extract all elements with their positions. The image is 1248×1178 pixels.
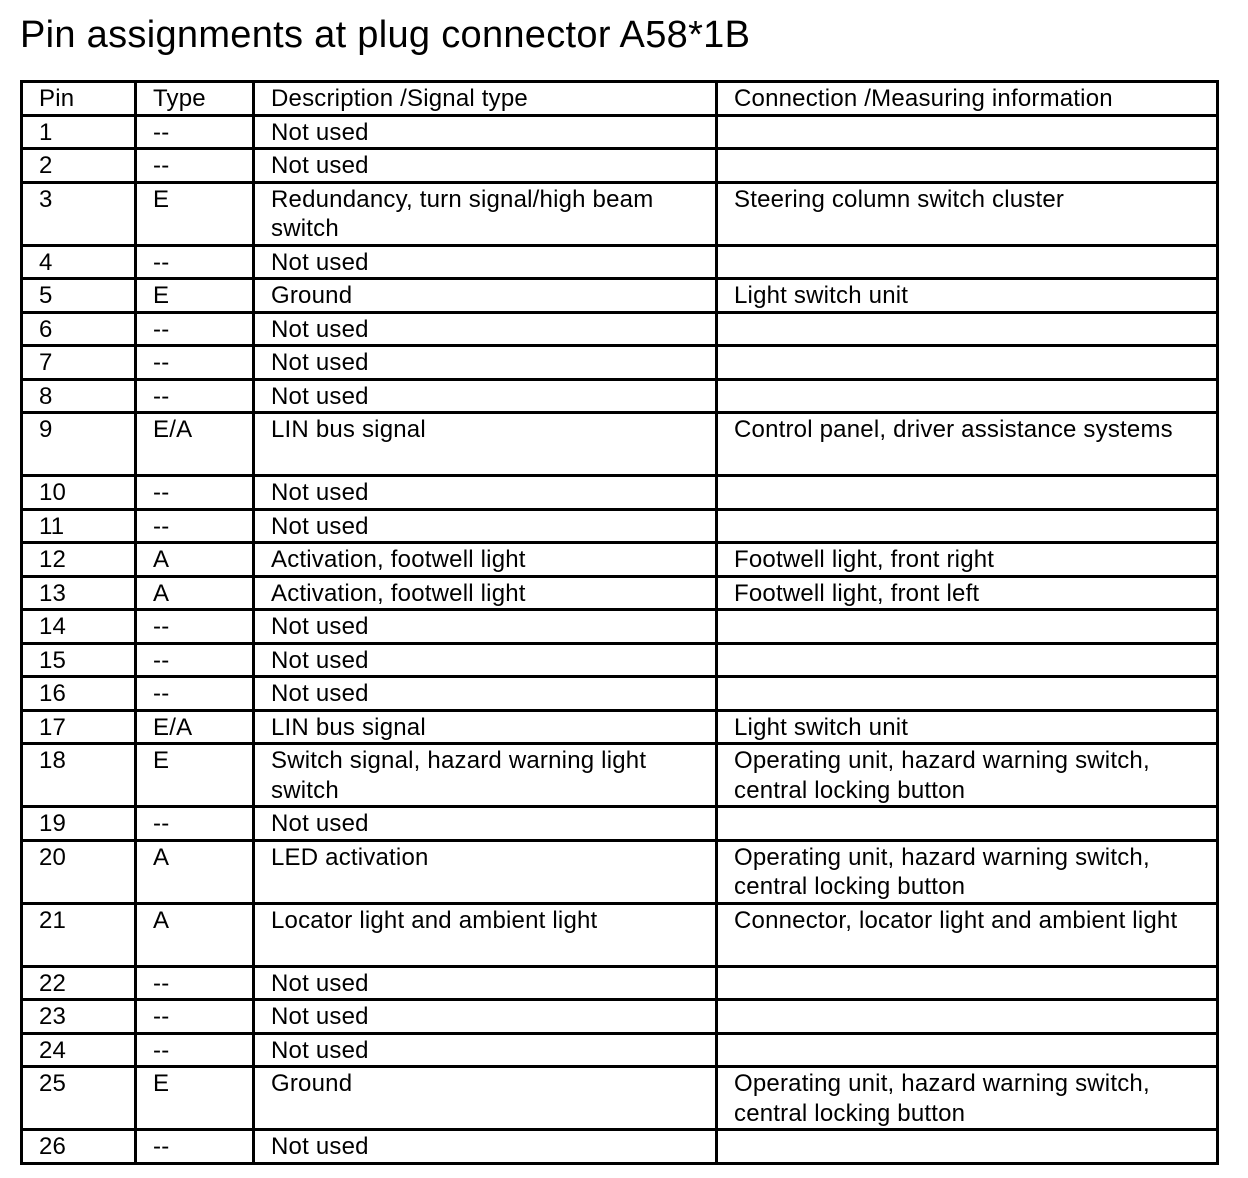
cell-pin: 1 [22, 115, 136, 149]
cell-description: Not used [254, 379, 717, 413]
pin-assignment-table [20, 80, 1219, 1165]
header-type: Type [136, 82, 254, 116]
table-row [22, 149, 1218, 183]
cell-pin: 23 [22, 1000, 136, 1034]
cell-description: Not used [254, 1033, 717, 1067]
cell-pin: 24 [22, 1033, 136, 1067]
cell-description: LED activation [254, 840, 717, 903]
cell-connection [717, 115, 1218, 149]
cell-pin: 3 [22, 182, 136, 245]
table-row [22, 379, 1218, 413]
cell-pin: 7 [22, 346, 136, 380]
table-row [22, 312, 1218, 346]
cell-description: Not used [254, 115, 717, 149]
cell-description: Switch signal, hazard warning light switch [254, 744, 717, 807]
cell-pin: 6 [22, 312, 136, 346]
cell-pin: 4 [22, 245, 136, 279]
cell-pin: 10 [22, 476, 136, 510]
cell-description: Not used [254, 1130, 717, 1164]
cell-type: -- [136, 312, 254, 346]
cell-type: -- [136, 1000, 254, 1034]
cell-pin: 16 [22, 677, 136, 711]
cell-description: Not used [254, 807, 717, 841]
cell-type: -- [136, 610, 254, 644]
table-row [22, 643, 1218, 677]
cell-type: -- [136, 966, 254, 1000]
table-row [22, 677, 1218, 711]
table-row [22, 245, 1218, 279]
cell-type: E [136, 1067, 254, 1130]
table-row [22, 182, 1218, 245]
cell-type: -- [136, 1033, 254, 1067]
cell-connection [717, 149, 1218, 183]
table-row [22, 1033, 1218, 1067]
cell-connection: Operating unit, hazard warning switch, central locking button [717, 744, 1218, 807]
header-description: Description /Signal type [254, 82, 717, 116]
cell-type: -- [136, 115, 254, 149]
cell-pin: 17 [22, 710, 136, 744]
cell-type: -- [136, 379, 254, 413]
cell-type: E [136, 182, 254, 245]
cell-connection [717, 677, 1218, 711]
cell-description: Not used [254, 509, 717, 543]
cell-description: Not used [254, 245, 717, 279]
cell-connection [717, 509, 1218, 543]
cell-connection: Operating unit, hazard warning switch, central locking button [717, 1067, 1218, 1130]
table-row [22, 576, 1218, 610]
cell-type: E/A [136, 413, 254, 476]
table-row [22, 610, 1218, 644]
cell-pin: 14 [22, 610, 136, 644]
table-row [22, 509, 1218, 543]
table-row [22, 115, 1218, 149]
cell-type: -- [136, 1130, 254, 1164]
table-row [22, 744, 1218, 807]
cell-description: Redundancy, turn signal/high beam switch [254, 182, 717, 245]
cell-description: Not used [254, 1000, 717, 1034]
cell-type: A [136, 903, 254, 966]
table-header-row [22, 82, 1218, 116]
cell-type: -- [136, 509, 254, 543]
cell-pin: 8 [22, 379, 136, 413]
cell-pin: 12 [22, 543, 136, 577]
cell-connection [717, 610, 1218, 644]
cell-type: -- [136, 149, 254, 183]
cell-pin: 19 [22, 807, 136, 841]
cell-pin: 9 [22, 413, 136, 476]
cell-connection [717, 1130, 1218, 1164]
cell-pin: 11 [22, 509, 136, 543]
cell-pin: 5 [22, 279, 136, 313]
cell-connection: Control panel, driver assistance systems [717, 413, 1218, 476]
cell-connection: Operating unit, hazard warning switch, central locking button [717, 840, 1218, 903]
table-row [22, 1067, 1218, 1130]
table-row [22, 807, 1218, 841]
cell-connection: Light switch unit [717, 710, 1218, 744]
cell-description: Activation, footwell light [254, 576, 717, 610]
cell-type: A [136, 840, 254, 903]
cell-type: -- [136, 346, 254, 380]
page-title: Pin assignments at plug connector A58*1B [20, 14, 751, 56]
cell-connection [717, 245, 1218, 279]
table-row [22, 1000, 1218, 1034]
table-row [22, 413, 1218, 476]
cell-type: E/A [136, 710, 254, 744]
cell-description: LIN bus signal [254, 413, 717, 476]
cell-description: Not used [254, 312, 717, 346]
cell-type: A [136, 576, 254, 610]
cell-connection [717, 476, 1218, 510]
table-row [22, 476, 1218, 510]
cell-description: Not used [254, 149, 717, 183]
table-row [22, 903, 1218, 966]
table-row [22, 346, 1218, 380]
cell-connection [717, 966, 1218, 1000]
cell-description: Ground [254, 1067, 717, 1130]
cell-connection: Footwell light, front right [717, 543, 1218, 577]
cell-type: -- [136, 807, 254, 841]
cell-connection [717, 643, 1218, 677]
cell-connection: Footwell light, front left [717, 576, 1218, 610]
table-row [22, 840, 1218, 903]
cell-pin: 20 [22, 840, 136, 903]
cell-connection [717, 1000, 1218, 1034]
cell-connection [717, 1033, 1218, 1067]
cell-connection [717, 379, 1218, 413]
cell-connection: Light switch unit [717, 279, 1218, 313]
table-row [22, 1130, 1218, 1164]
cell-pin: 21 [22, 903, 136, 966]
cell-pin: 25 [22, 1067, 136, 1130]
table-row [22, 279, 1218, 313]
cell-description: Not used [254, 610, 717, 644]
cell-pin: 22 [22, 966, 136, 1000]
cell-connection: Steering column switch cluster [717, 182, 1218, 245]
cell-pin: 2 [22, 149, 136, 183]
cell-description: Not used [254, 346, 717, 380]
cell-pin: 13 [22, 576, 136, 610]
cell-connection: Connector, locator light and ambient light [717, 903, 1218, 966]
cell-type: A [136, 543, 254, 577]
cell-type: -- [136, 245, 254, 279]
cell-description: Locator light and ambient light [254, 903, 717, 966]
cell-description: Activation, footwell light [254, 543, 717, 577]
header-connection: Connection /Measuring information [717, 82, 1218, 116]
table-row [22, 710, 1218, 744]
table-row [22, 966, 1218, 1000]
cell-description: Ground [254, 279, 717, 313]
cell-type: -- [136, 643, 254, 677]
cell-description: Not used [254, 643, 717, 677]
header-pin: Pin [22, 82, 136, 116]
cell-description: Not used [254, 476, 717, 510]
table-row [22, 543, 1218, 577]
cell-pin: 18 [22, 744, 136, 807]
cell-description: LIN bus signal [254, 710, 717, 744]
cell-connection [717, 346, 1218, 380]
cell-type: E [136, 744, 254, 807]
cell-description: Not used [254, 677, 717, 711]
cell-connection [717, 807, 1218, 841]
cell-type: -- [136, 677, 254, 711]
cell-type: E [136, 279, 254, 313]
cell-type: -- [136, 476, 254, 510]
cell-connection [717, 312, 1218, 346]
cell-pin: 15 [22, 643, 136, 677]
cell-pin: 26 [22, 1130, 136, 1164]
cell-description: Not used [254, 966, 717, 1000]
